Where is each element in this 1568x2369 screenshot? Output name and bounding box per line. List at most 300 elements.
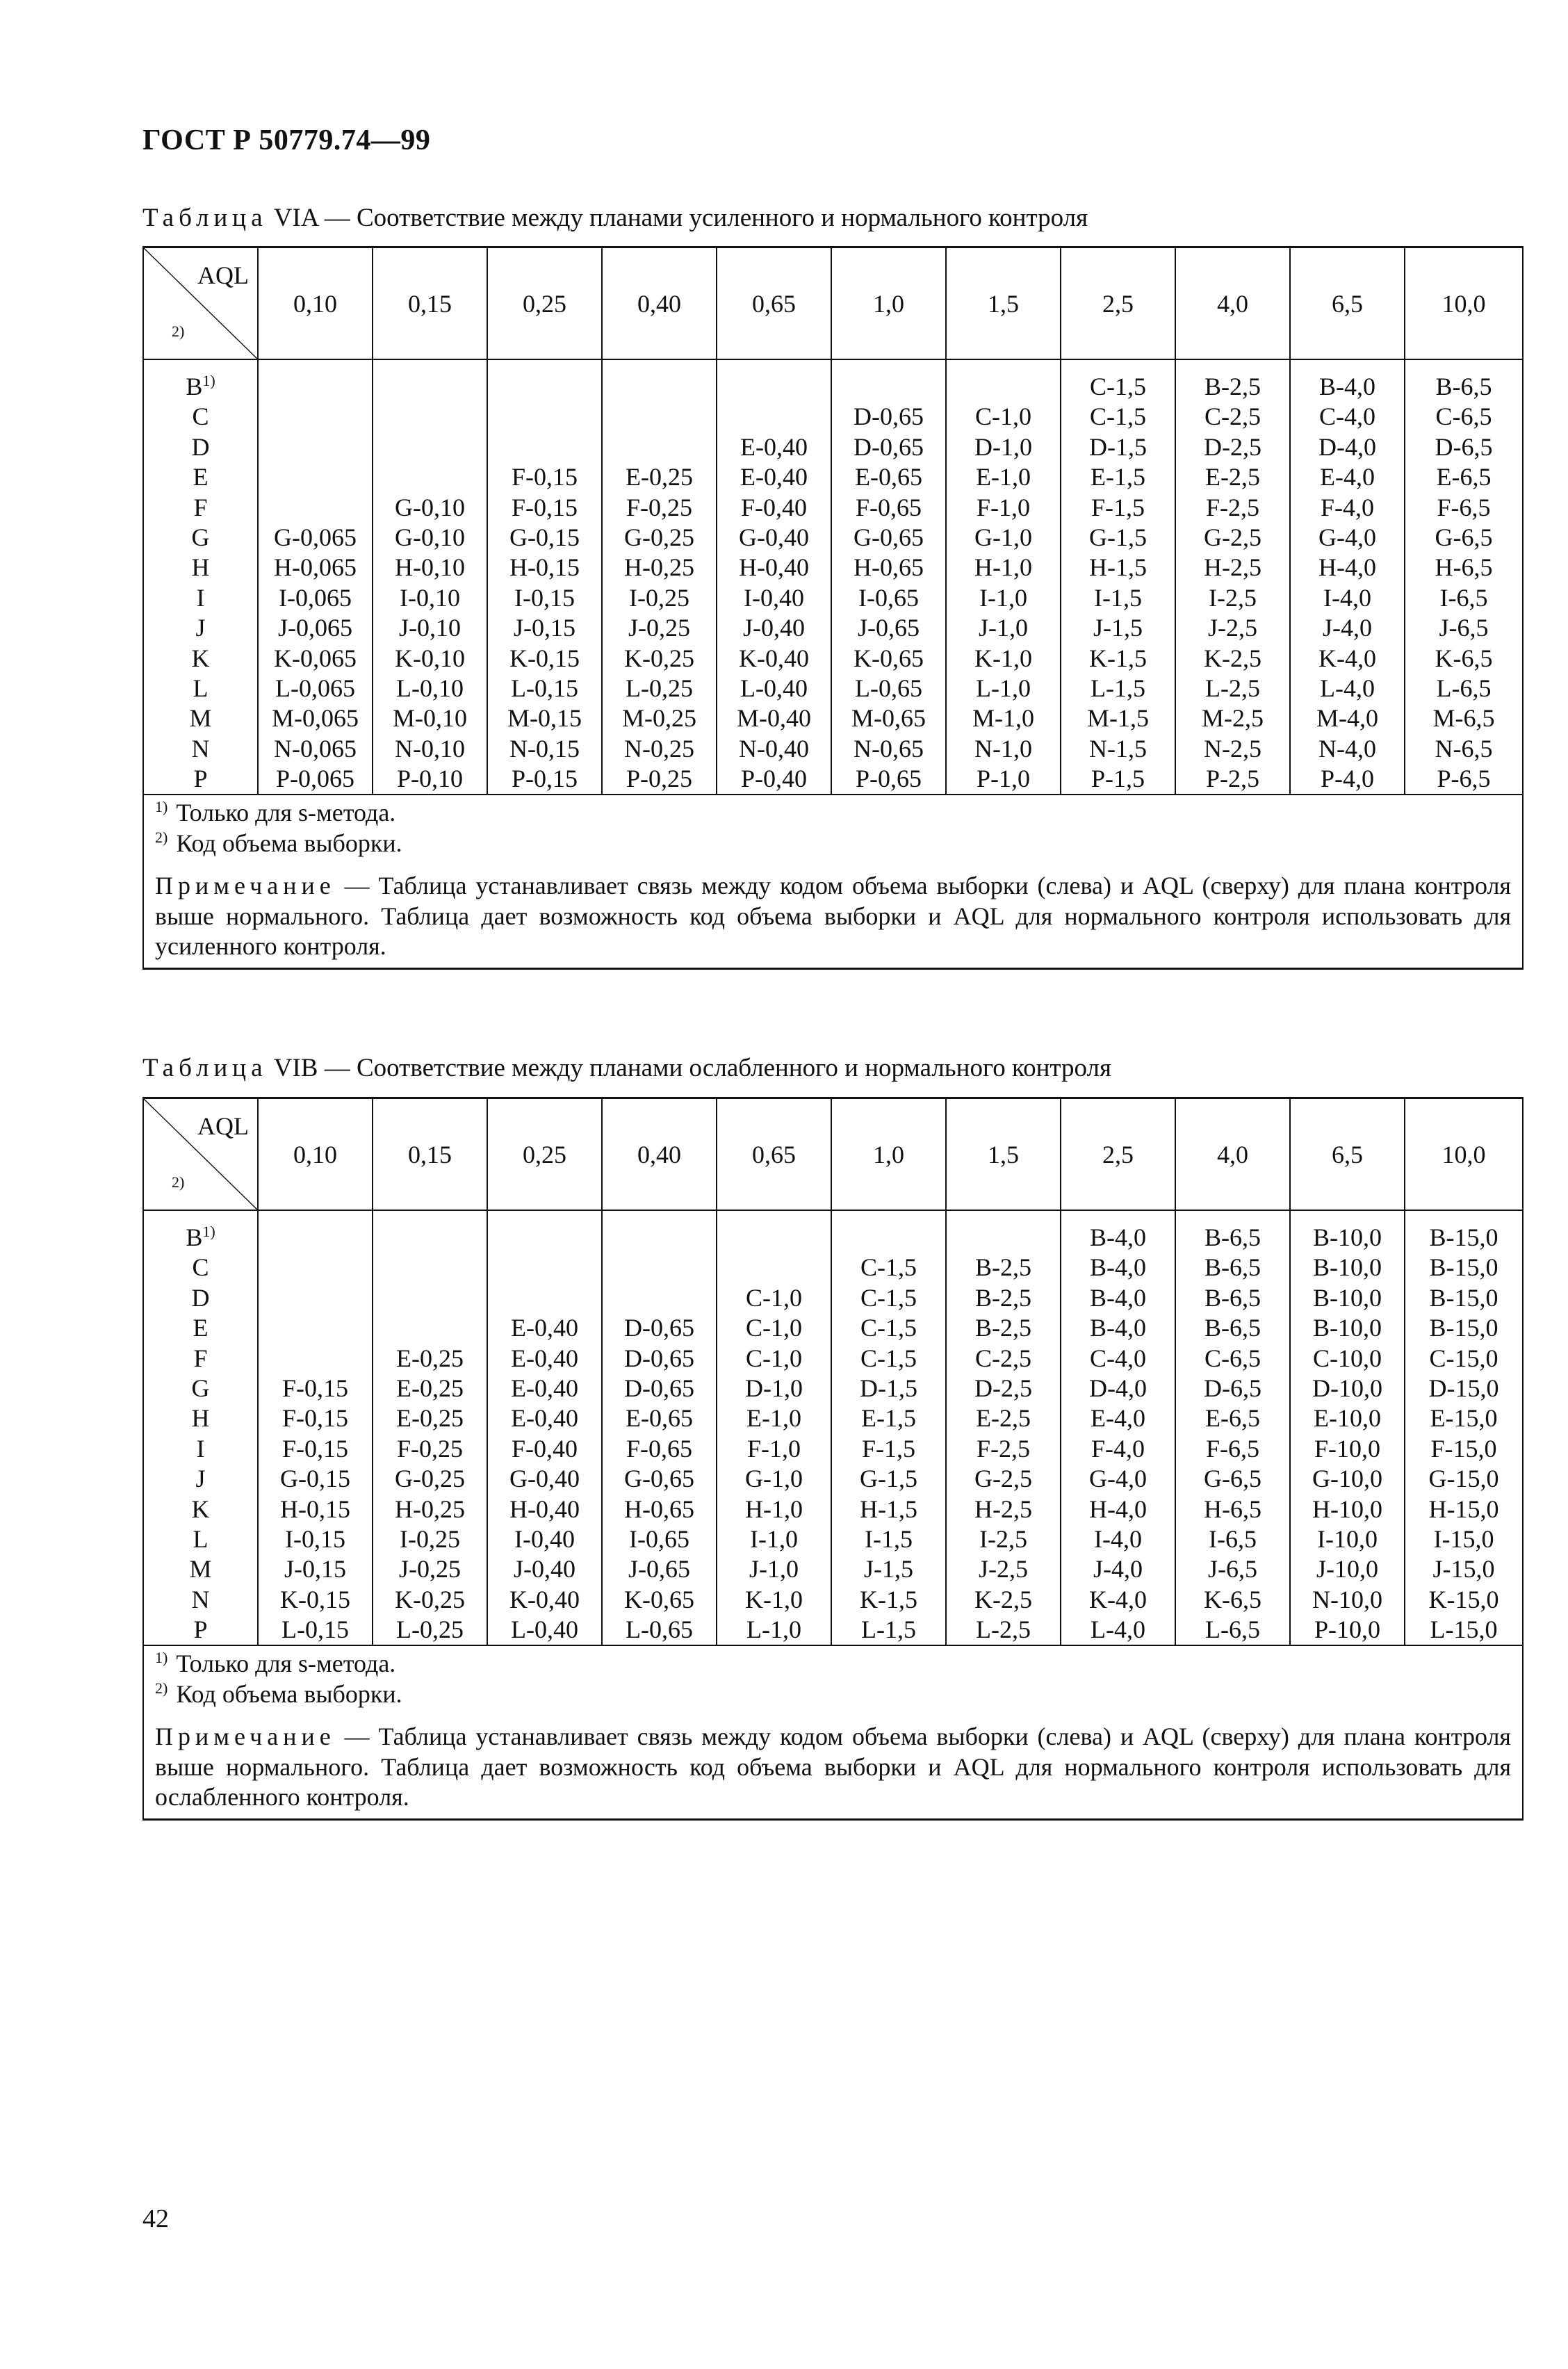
code-cell: H	[191, 1404, 210, 1433]
plan-cell: J-0,15	[284, 1555, 346, 1584]
plan-cell	[373, 372, 487, 402]
plan-cell: E-4,0	[1320, 463, 1375, 491]
plan-cell	[373, 432, 487, 462]
plan-cell: B-10,0	[1313, 1253, 1382, 1282]
plan-cell: M-0,40	[737, 704, 811, 733]
plan-cell: N-10,0	[1312, 1585, 1382, 1613]
plan-cell: E-1,0	[976, 463, 1031, 491]
plan-cell: H-0,65	[854, 553, 924, 582]
aql-column-header: 0,15	[373, 1098, 487, 1211]
plan-cell: F-1,0	[746, 1434, 801, 1463]
plan-cell	[603, 1253, 716, 1283]
plan-cell: K-0,15	[280, 1585, 350, 1613]
plan-cell	[488, 1223, 601, 1253]
plan-cell: I-0,25	[400, 1524, 460, 1553]
plan-cell: B-4,0	[1090, 1253, 1146, 1282]
code-cell: K	[191, 1495, 210, 1523]
plan-cell: F-2,5	[976, 1434, 1030, 1463]
plan-cell: B-6,5	[1435, 373, 1492, 400]
plan-cell: I-6,5	[1439, 583, 1488, 612]
plan-cell: P-1,0	[976, 765, 1030, 793]
plan-cell: H-0,25	[395, 1495, 465, 1523]
plan-cell: D-0,65	[624, 1344, 694, 1372]
plan-cell: G-0,65	[854, 523, 924, 551]
plan-cell: K-1,5	[860, 1585, 917, 1613]
plan-cell: F-0,15	[511, 493, 578, 521]
plan-column	[258, 1210, 373, 1645]
plan-cell: C-4,0	[1090, 1344, 1146, 1372]
aql-column-header: 0,25	[487, 1098, 602, 1211]
plan-cell: N-6,5	[1435, 734, 1493, 763]
plan-cell: C-1,0	[746, 1344, 802, 1372]
plan-column	[831, 1210, 946, 1645]
plan-cell: B-4,0	[1319, 373, 1375, 400]
footnote-mark: 1)	[202, 1223, 215, 1240]
plan-cell: B-4,0	[1090, 1283, 1146, 1312]
plan-cell: F-1,5	[1091, 493, 1145, 521]
aql-corner-label: AQL	[197, 1112, 249, 1140]
plan-cell: F-4,0	[1320, 493, 1374, 521]
plan-cell: K-15,0	[1428, 1585, 1499, 1613]
plan-cell: G-1,5	[1089, 523, 1147, 551]
code-column	[143, 359, 258, 795]
plan-cell: N-0,65	[854, 734, 924, 763]
plan-cell: H-0,10	[395, 553, 465, 582]
plan-cell: I-0,40	[744, 583, 804, 612]
code-cell: M	[189, 704, 212, 733]
plan-cell: D-2,5	[974, 1374, 1032, 1402]
plan-cell: L-1,5	[1091, 674, 1145, 702]
plan-cell: F-15,0	[1430, 1434, 1497, 1463]
plan-cell	[603, 1283, 716, 1313]
plan-cell	[603, 432, 716, 462]
aql-column-header: 6,5	[1290, 1098, 1405, 1211]
code-cell: F	[193, 493, 208, 521]
code-cell: K	[191, 644, 210, 672]
plan-cell: J-4,0	[1323, 614, 1372, 642]
plan-cell: G-0,65	[624, 1465, 694, 1493]
plan-cell: N-0,25	[624, 734, 694, 763]
plan-cell: E-0,25	[396, 1344, 464, 1372]
aql-column-header: 1,5	[946, 1098, 1061, 1211]
code-cell: $B^{1)}$	[186, 1223, 215, 1251]
plan-cell: G-10,0	[1312, 1465, 1382, 1493]
plan-cell: E-0,40	[740, 463, 808, 491]
aql-column-header: 4,0	[1175, 247, 1290, 360]
plan-cell: J-0,25	[628, 614, 690, 642]
code-column	[143, 1210, 258, 1645]
plan-cell: D-2,5	[1204, 432, 1261, 461]
plan-cell: E-2,5	[1205, 463, 1260, 491]
footnote-mark: 1)	[202, 372, 215, 389]
aql-column-header: 1,0	[831, 1098, 946, 1211]
plan-column	[831, 359, 946, 795]
footnote-2: $^{2)}$ Код объема выборки.	[155, 828, 402, 857]
plan-cell: C-1,5	[860, 1253, 917, 1282]
plan-cell: C-15,0	[1429, 1344, 1498, 1372]
plan-cell: N-2,5	[1204, 734, 1261, 763]
plan-cell: G-1,5	[860, 1465, 917, 1493]
table-note	[155, 1722, 1511, 1812]
plan-cell: H-6,5	[1204, 1495, 1261, 1523]
plan-cell: K-0,40	[739, 644, 809, 672]
plan-cell: K-0,25	[624, 644, 694, 672]
footnote-2: $^{2)}$ Код объема выборки.	[155, 1679, 402, 1708]
plan-cell: I-15,0	[1433, 1524, 1494, 1553]
code-cell: E	[193, 463, 209, 491]
plan-cell: D-0,65	[624, 1314, 694, 1342]
plan-cell: G-4,0	[1089, 1465, 1147, 1493]
plan-cell: L-1,0	[746, 1615, 801, 1644]
plan-cell	[947, 1223, 1060, 1253]
caption-word: Таблица	[142, 204, 268, 232]
plan-cell: E-0,40	[511, 1404, 578, 1433]
plan-cell: J-0,40	[514, 1555, 575, 1584]
plan-cell: J-1,0	[979, 614, 1028, 642]
plan-cell	[488, 1253, 601, 1283]
plan-cell: G-4,0	[1318, 523, 1376, 551]
plan-cell: F-0,65	[855, 493, 922, 521]
caption-text: VIA — Соответствие между планами усиленного и нормального контроля	[273, 204, 1088, 232]
plan-cell	[259, 432, 372, 462]
plan-cell: C-1,5	[860, 1314, 917, 1342]
plan-cell: M-1,5	[1087, 704, 1149, 733]
plan-cell: I-2,5	[979, 1524, 1027, 1553]
plan-cell	[717, 1253, 831, 1283]
plan-cell: G-0,10	[395, 493, 465, 521]
plan-cell: F-0,15	[511, 463, 578, 491]
plan-cell: D-1,5	[860, 1374, 917, 1402]
plan-cell: C-1,5	[1090, 402, 1146, 431]
plan-cell: I-1,0	[750, 1524, 798, 1553]
plan-cell	[259, 1223, 372, 1253]
plan-cell: J-2,5	[979, 1555, 1028, 1584]
plan-cell: G-0,10	[395, 523, 465, 551]
plan-cell: B-4,0	[1090, 1314, 1146, 1342]
plan-cell: E-0,25	[626, 463, 693, 491]
plan-cell: C-1,0	[746, 1283, 802, 1312]
note-label: Примечание	[155, 1723, 336, 1751]
plan-cell: D-1,0	[974, 432, 1032, 461]
plan-cell	[373, 1253, 487, 1283]
plan-cell: F-0,15	[281, 1374, 348, 1402]
plan-cell: H-4,0	[1318, 553, 1376, 582]
plan-cell	[259, 372, 372, 402]
plan-column	[1061, 1210, 1175, 1645]
aql-column-header: 10,0	[1405, 1098, 1523, 1211]
plan-cell	[717, 1223, 831, 1253]
plan-cell: F-6,5	[1205, 1434, 1259, 1463]
plan-cell: L-0,15	[281, 1615, 349, 1644]
plan-cell: H-0,065	[274, 553, 357, 582]
notes-cell	[143, 1645, 1523, 1819]
plan-cell	[603, 402, 716, 432]
plan-cell: E-10,0	[1314, 1404, 1381, 1433]
plan-cell: H-1,0	[745, 1495, 803, 1523]
notes-cell	[143, 795, 1523, 968]
plan-cell: L-0,10	[396, 674, 464, 702]
plan-cell	[259, 1344, 372, 1374]
plan-column	[487, 359, 602, 795]
aql-column-header: 0,25	[487, 247, 602, 360]
plan-cell: K-1,0	[974, 644, 1032, 672]
aql-column-header: 0,65	[717, 1098, 831, 1211]
plan-column	[1290, 1210, 1405, 1645]
table-caption-vib	[142, 1053, 1111, 1083]
plan-cell: E-0,25	[396, 1374, 464, 1402]
corner-header-cell	[143, 247, 258, 360]
plan-cell: C-2,5	[975, 1344, 1031, 1372]
plan-cell: K-0,65	[854, 644, 924, 672]
plan-cell: F-0,25	[626, 493, 692, 521]
plan-cell: D-6,5	[1435, 432, 1493, 461]
plan-cell: I-4,0	[1323, 583, 1371, 612]
code-cell: L	[193, 1524, 209, 1553]
plan-cell: B-10,0	[1313, 1283, 1382, 1312]
plan-cell: J-0,10	[399, 614, 461, 642]
plan-cell: H-1,5	[860, 1495, 917, 1523]
plan-cell: K-0,15	[509, 644, 580, 672]
plan-cell: C-10,0	[1313, 1344, 1382, 1372]
code-cell: N	[191, 1585, 210, 1613]
plan-cell: N-1,5	[1089, 734, 1147, 763]
plan-cell: L-0,25	[396, 1615, 464, 1644]
plan-cell: D-10,0	[1312, 1374, 1382, 1402]
code-cell: E	[193, 1314, 209, 1342]
plan-cell: F-1,5	[861, 1434, 915, 1463]
plan-cell: G-1,0	[974, 523, 1032, 551]
plan-cell: G-6,5	[1204, 1465, 1261, 1493]
plan-cell: P-0,15	[511, 765, 578, 793]
plan-cell	[259, 402, 372, 432]
note-text: — Таблица устанавливает связь между кодом объема выборки (слева) и AQL (сверху) для плана контроля выше нормального. Таблица дает возможность код объема выборки и AQL для нормального контроля использовать для усиленного контроля.	[155, 872, 1511, 961]
plan-cell: D-1,5	[1089, 432, 1147, 461]
plan-cell: B-10,0	[1313, 1223, 1382, 1251]
aql-column-header: 1,5	[946, 247, 1061, 360]
plan-cell	[373, 1313, 487, 1343]
plan-cell: I-10,0	[1317, 1524, 1378, 1553]
code-cell: J	[195, 1465, 206, 1493]
plan-cell: I-0,10	[400, 583, 460, 612]
plan-cell: I-4,0	[1094, 1524, 1142, 1553]
code-cell: I	[196, 583, 205, 612]
plan-cell: M-0,15	[507, 704, 582, 733]
plan-column	[258, 359, 373, 795]
plan-column	[1175, 359, 1290, 795]
code-cell: G	[191, 1374, 210, 1402]
plan-cell: F-0,25	[396, 1434, 463, 1463]
plan-cell: N-0,15	[509, 734, 580, 763]
plan-cell	[373, 1223, 487, 1253]
plan-cell	[717, 372, 831, 402]
plan-cell: M-4,0	[1316, 704, 1378, 733]
plan-cell: E-1,5	[1091, 463, 1145, 491]
plan-cell: B-15,0	[1429, 1223, 1498, 1251]
plan-cell	[603, 1223, 716, 1253]
plan-cell: C-1,0	[746, 1314, 802, 1342]
table-caption-via	[142, 203, 1088, 233]
plan-cell: L-0,15	[511, 674, 578, 702]
plan-cell: D-0,65	[624, 1374, 694, 1402]
note-text: — Таблица устанавливает связь между кодом объема выборки (слева) и AQL (сверху) для плана контроля выше нормального. Таблица дает возможность код объема выборки и AQL для нормального контроля использовать для ослабленного контроля.	[155, 1723, 1511, 1812]
aql-column-header: 10,0	[1405, 247, 1523, 360]
table-via	[142, 246, 1524, 970]
plan-cell: N-0,065	[274, 734, 357, 763]
aql-column-header: 1,0	[831, 247, 946, 360]
plan-cell: K-4,0	[1089, 1585, 1147, 1613]
plan-cell: C-1,5	[860, 1344, 917, 1372]
plan-cell: E-0,40	[511, 1314, 578, 1342]
plan-cell	[259, 493, 372, 523]
plan-cell: E-1,0	[746, 1404, 801, 1433]
plan-cell: K-2,5	[974, 1585, 1032, 1613]
plan-cell: H-1,5	[1089, 553, 1147, 582]
plan-cell: H-0,40	[739, 553, 809, 582]
page-number: 42	[142, 2204, 169, 2233]
plan-cell: E-6,5	[1205, 1404, 1260, 1433]
code-cell: D	[191, 1283, 210, 1312]
plan-column	[602, 1210, 717, 1645]
plan-cell: P-0,25	[626, 765, 692, 793]
plan-cell	[717, 402, 831, 432]
plan-cell: L-0,40	[740, 674, 808, 702]
plan-cell: F-0,15	[281, 1404, 348, 1433]
code-cell: J	[195, 614, 206, 642]
code-cell: C	[192, 1253, 209, 1282]
plan-column	[717, 1210, 831, 1645]
plan-cell: B-6,5	[1204, 1223, 1261, 1251]
plan-cell: L-0,65	[855, 674, 922, 702]
plan-cell: C-1,0	[975, 402, 1031, 431]
plan-cell: I-0,40	[514, 1524, 575, 1553]
plan-cell: P-1,5	[1091, 765, 1145, 793]
plan-cell: B-2,5	[975, 1253, 1031, 1282]
plan-cell: J-0,15	[514, 614, 575, 642]
plan-cell	[259, 1253, 372, 1283]
plan-cell: F-6,5	[1437, 493, 1491, 521]
plan-cell: E-15,0	[1430, 1404, 1498, 1433]
plan-cell: G-2,5	[1204, 523, 1261, 551]
aql-corner-label: AQL	[197, 261, 249, 289]
plan-cell: L-4,0	[1320, 674, 1375, 702]
plan-cell: I-1,0	[979, 583, 1027, 612]
plan-cell: H-0,40	[509, 1495, 580, 1523]
aql-column-header: 0,15	[373, 247, 487, 360]
plan-cell: E-6,5	[1436, 463, 1492, 491]
plan-column	[1290, 359, 1405, 795]
plan-cell: K-1,5	[1089, 644, 1147, 672]
plan-cell: P-0,10	[396, 765, 463, 793]
plan-cell	[259, 462, 372, 492]
plan-cell: L-6,5	[1436, 674, 1492, 702]
plan-cell: P-0,65	[855, 765, 922, 793]
plan-column	[373, 1210, 487, 1645]
plan-cell: D-0,65	[854, 402, 924, 431]
plan-cell: K-0,25	[395, 1585, 465, 1613]
aql-column-header: 0,65	[717, 247, 831, 360]
code-cell: N	[191, 734, 210, 763]
plan-cell: K-0,065	[274, 644, 357, 672]
footnote-1: $^{1)}$ Только для s-метода.	[155, 1649, 396, 1678]
plan-cell: H-1,0	[974, 553, 1032, 582]
note-label: Примечание	[155, 872, 336, 900]
plan-cell: I-1,5	[865, 1524, 913, 1553]
plan-cell: N-0,10	[395, 734, 465, 763]
plan-cell	[488, 402, 601, 432]
plan-cell: G-0,40	[509, 1465, 580, 1493]
plan-cell: J-0,065	[278, 614, 352, 642]
plan-cell: H-0,15	[509, 553, 580, 582]
aql-column-header: 0,40	[602, 1098, 717, 1211]
plan-cell: G-0,15	[509, 523, 580, 551]
plan-cell: K-0,65	[624, 1585, 694, 1613]
plan-cell: H-2,5	[974, 1495, 1032, 1523]
plan-column	[946, 1210, 1061, 1645]
plan-cell: D-0,65	[854, 432, 924, 461]
plan-cell: E-0,65	[855, 463, 922, 491]
plan-cell: L-1,0	[976, 674, 1031, 702]
plan-cell: F-0,40	[511, 1434, 578, 1463]
plan-cell: C-6,5	[1204, 1344, 1261, 1372]
plan-cell: H-6,5	[1435, 553, 1493, 582]
aql-column-header: 6,5	[1290, 247, 1405, 360]
plan-column	[946, 359, 1061, 795]
plan-cell: J-10,0	[1316, 1555, 1378, 1584]
caption-word: Таблица	[142, 1054, 268, 1082]
plan-cell: B-15,0	[1429, 1253, 1498, 1282]
plan-cell: G-1,0	[745, 1465, 803, 1493]
plan-cell: I-0,25	[629, 583, 689, 612]
plan-cell: L-0,65	[626, 1615, 693, 1644]
plan-cell	[373, 462, 487, 492]
plan-column	[373, 359, 487, 795]
plan-cell: G-0,40	[739, 523, 809, 551]
plan-cell: F-4,0	[1091, 1434, 1145, 1463]
plan-cell: L-0,25	[626, 674, 693, 702]
plan-cell: P-0,065	[275, 765, 354, 793]
code-cell: M	[189, 1555, 212, 1584]
code-cell: H	[191, 553, 210, 582]
aql-column-header: 0,40	[602, 247, 717, 360]
plan-cell: M-0,65	[851, 704, 926, 733]
plan-cell: K-0,10	[395, 644, 465, 672]
code-cell: C	[192, 402, 209, 431]
aql-column-header: 4,0	[1175, 1098, 1290, 1211]
plan-cell: B-6,5	[1204, 1314, 1261, 1342]
plan-column	[1061, 359, 1175, 795]
plan-cell: C-1,5	[1090, 373, 1146, 400]
plan-cell: H-0,25	[624, 553, 694, 582]
code-cell: G	[191, 523, 210, 551]
plan-cell: L-15,0	[1430, 1615, 1498, 1644]
plan-column	[602, 359, 717, 795]
plan-cell: I-0,65	[858, 583, 919, 612]
plan-cell: B-2,5	[1204, 373, 1261, 400]
code-corner-footnote: 2)	[172, 323, 185, 340]
plan-cell	[373, 402, 487, 432]
plan-cell: H-2,5	[1204, 553, 1261, 582]
plan-cell: N-1,0	[974, 734, 1032, 763]
plan-cell: N-4,0	[1318, 734, 1376, 763]
plan-cell: M-0,25	[622, 704, 696, 733]
plan-column	[1405, 359, 1523, 795]
plan-cell: I-0,65	[629, 1524, 689, 1553]
plan-cell: H-0,15	[280, 1495, 350, 1523]
aql-column-header: 2,5	[1061, 1098, 1175, 1211]
plan-cell	[373, 1283, 487, 1313]
code-cell: D	[191, 432, 210, 461]
plan-cell: J-6,5	[1439, 614, 1489, 642]
